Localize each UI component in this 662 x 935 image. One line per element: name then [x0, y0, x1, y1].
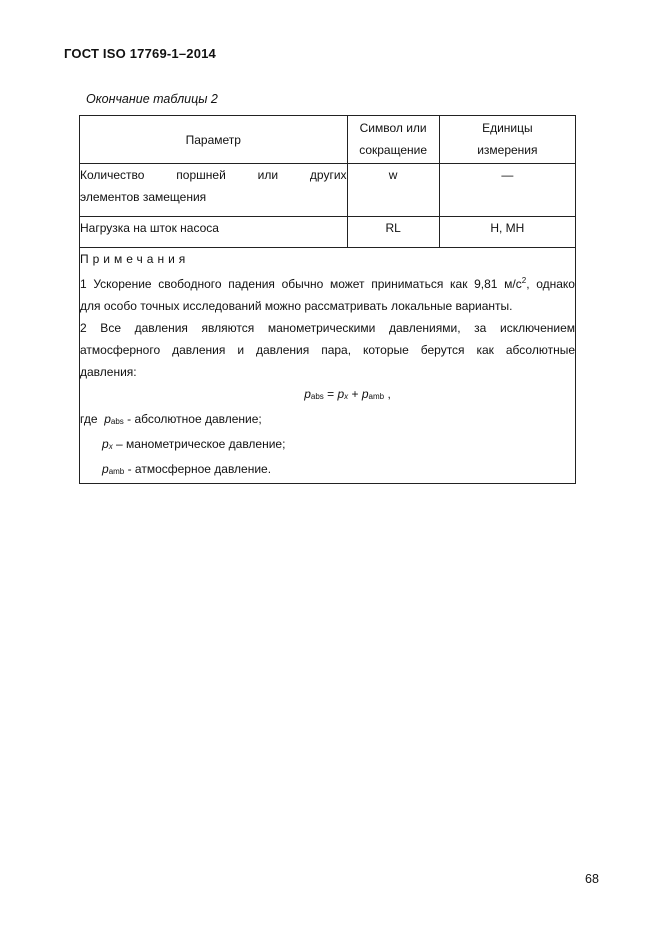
definition-abs: где $p_{abs}$ - абсолютное давление;	[80, 412, 262, 426]
note-2: 2 Все давления являются манометрическими давлениями, за исключением	[80, 321, 575, 335]
table-row	[80, 217, 576, 248]
notes-row	[80, 248, 576, 484]
notes-cell	[80, 248, 576, 484]
table-caption: Окончание таблицы 2	[86, 92, 218, 106]
parameters-table	[79, 115, 576, 484]
page-number: 68	[585, 872, 599, 886]
note-2-continued: атмосферного давления и давления пара, которые берутся как абсолютные	[80, 343, 575, 357]
note-1-continued: для особо точных исследований можно рассматривать локальные варианты.	[80, 299, 513, 313]
table-row	[80, 164, 576, 217]
note-1: 1 Ускорение свободного падения обычно может приниматься как 9,81 $м/с^2$, однако	[80, 276, 575, 291]
row-symbol: w	[347, 164, 439, 217]
row-parameter: Количество поршней или других элементов замещения	[80, 164, 348, 217]
row-parameter: Нагрузка на шток насоса	[80, 217, 348, 248]
table-header-row	[80, 116, 576, 164]
note-2-end: давления:	[80, 365, 137, 379]
header-units: Единицы измерения	[439, 116, 575, 164]
pressure-formula: $p_{abs} = p_x + p_{amb}$ ,	[304, 387, 391, 401]
notes-title: Примечания	[80, 252, 190, 266]
document-header: ГОСТ ISO 17769-1–2014	[64, 46, 216, 61]
definition-amb: $p_{amb}$ - атмосферное давление.	[102, 462, 272, 476]
row-units: Н, МН	[439, 217, 575, 248]
header-parameter: Параметр	[80, 116, 348, 164]
header-symbol: Символ или сокращение	[347, 116, 439, 164]
row-symbol: RL	[347, 217, 439, 248]
row-units: —	[439, 164, 575, 217]
definition-x: $p_x$ – манометрическое давление;	[102, 437, 286, 451]
